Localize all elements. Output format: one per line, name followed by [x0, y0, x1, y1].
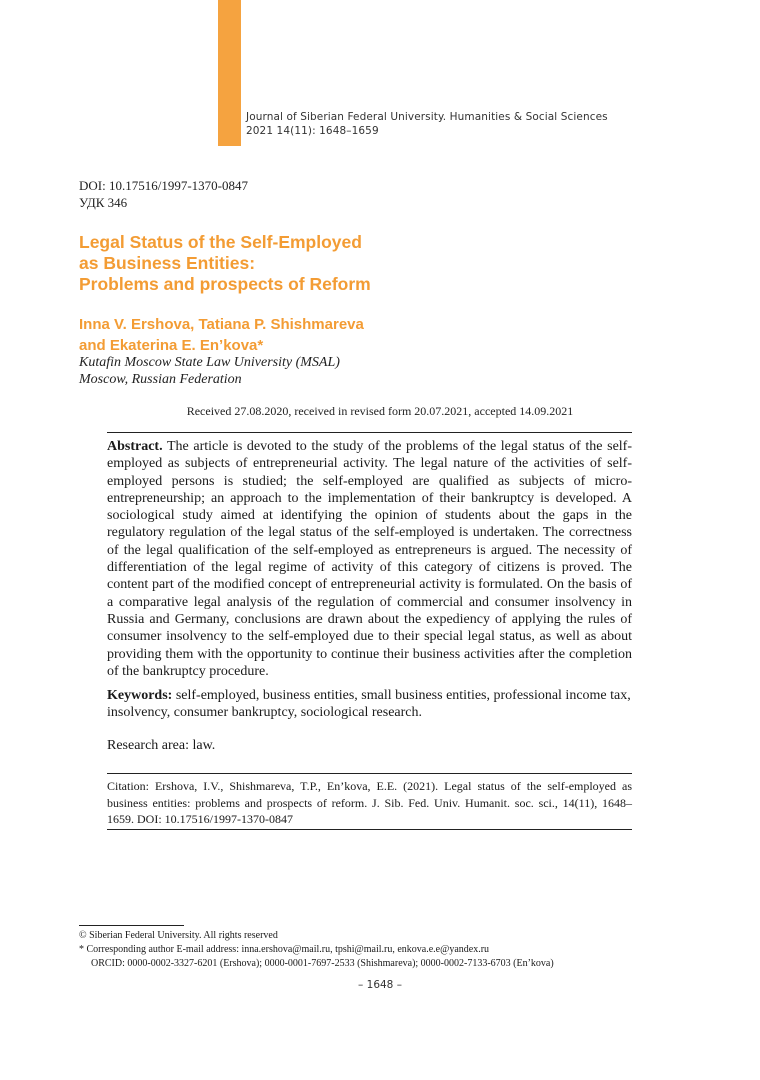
udk: УДК 346 — [79, 195, 128, 210]
citation: Citation: Ershova, I.V., Shishmareva, T.P., En’kova, E.E. (2021). Legal status of the self-employed as business entities: problems and prospects of reform. J. Sib. Fed. Univ. Humanit. soc. sci., 14(11), 1648–1659. DOI: 10.17516/1997-1370-0847 — [107, 779, 632, 826]
keywords-text: self-employed, business entities, small business entities, professional income tax, insolvency, consumer bankruptcy, sociological research. — [107, 688, 631, 721]
author-line: and Ekaterina E. En’kova* — [79, 337, 264, 354]
orcid-note: ORCID: 0000-0002-3327-6201 (Ershova); 0000-0001-7697-2533 (Shishmareva); 0000-0002-7133-6703 (En’kova) — [91, 958, 554, 970]
corresponding-author-note: * Corresponding author E-mail address: inna.ershova@mail.ru, tpshi@mail.ru, enkova.e.e@yandex.ru — [79, 944, 490, 956]
citation-top-rule — [107, 773, 632, 774]
abstract-label: Abstract. — [107, 439, 163, 454]
title-line: as Business Entities: — [79, 253, 256, 273]
abstract — [107, 438, 632, 680]
author-list — [79, 314, 499, 356]
affiliation — [79, 354, 499, 388]
abstract-text: The article is devoted to the study of the problems of the legal status of the self-employed as subjects of entrepreneurial activity. The legal nature of the activities of self-employed persons is studied; the self-employed are qualified as subjects of micro-entrepreneurship; an approach to the implementation of their bankruptcy is developed. A sociological study aimed at identifying the opinion of students about the gaps in the regulatory regulation of the legal status of the self-employed is undertaken. The correctness of the legal qualification of the self-employed as entrepreneurs is argued. The necessity of differentiation of the legal regime of activity of this category of citizens is proved. The content part of the modified concept of entrepreneurial activity is formulated. On the basis of a comparative legal analysis of the regulation of commercial and consumer insolvency in Russia and Germany, conclusions are drawn about the expediency of applying the rules of consumer insolvency to the self-employed due to their special legal status, as well as about providing them with the opportunity to continue their business activities after the completion of the bankruptcy procedure. — [107, 439, 632, 679]
keywords — [107, 687, 632, 722]
header-accent-bar — [218, 0, 241, 146]
research-area: Research area: law. — [107, 738, 216, 753]
received-dates: Received 27.08.2020, received in revised form 20.07.2021, accepted 14.09.2021 — [186, 404, 574, 418]
title-line: Legal Status of the Self-Employed — [79, 232, 362, 252]
affiliation-line: Kutafin Moscow State Law University (MSAL) — [79, 355, 340, 370]
page-number: – 1648 – — [358, 979, 402, 991]
citation-bottom-rule — [107, 829, 632, 830]
journal-name: Journal of Siberian Federal University. Humanities & Social Sciences — [246, 111, 608, 123]
article-identifiers — [79, 177, 248, 211]
copyright-note: © Siberian Federal University. All rights reserved — [79, 930, 278, 941]
doi: DOI: 10.17516/1997-1370-0847 — [79, 178, 248, 193]
journal-header — [246, 110, 666, 138]
journal-issue: 2021 14(11): 1648–1659 — [246, 125, 379, 137]
footnotes — [79, 929, 639, 972]
affiliation-line: Moscow, Russian Federation — [79, 372, 242, 387]
author-line: Inna V. Ershova, Tatiana P. Shishmareva — [79, 316, 364, 333]
abstract-top-rule — [107, 432, 632, 433]
title-line: Problems and prospects of Reform — [79, 274, 371, 294]
keywords-label: Keywords: — [107, 688, 173, 703]
footnote-rule — [79, 925, 184, 926]
article-title — [79, 232, 499, 295]
